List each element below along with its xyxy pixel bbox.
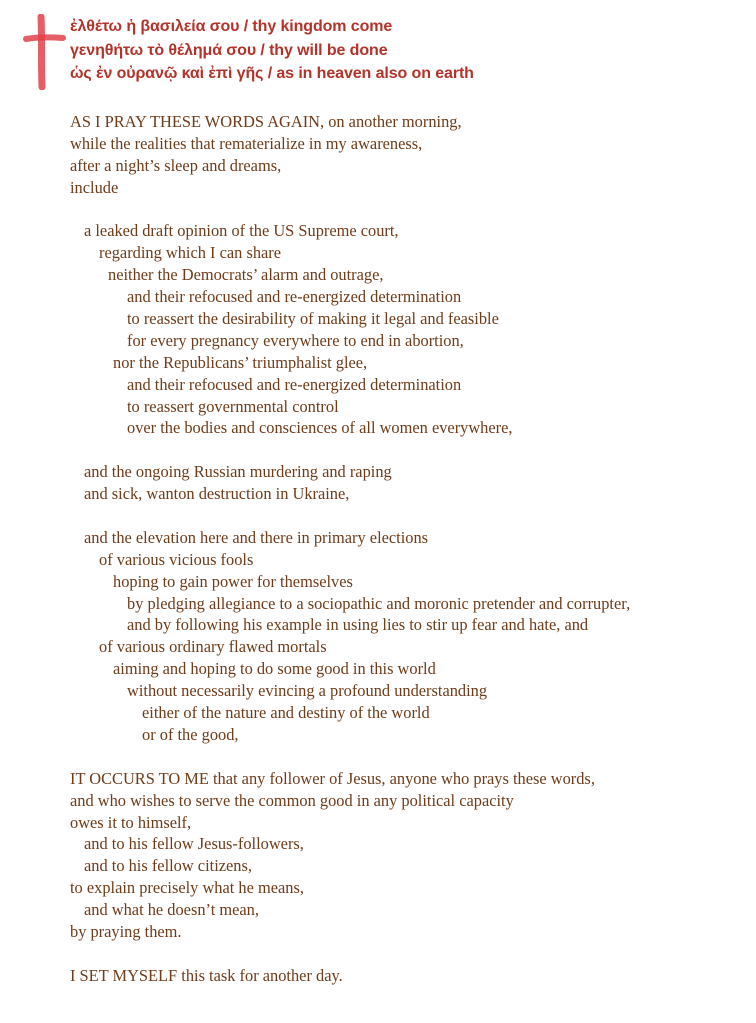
poem-body bbox=[70, 111, 756, 987]
poem-line: to explain precisely what he means, bbox=[70, 878, 304, 898]
poem-line: and to his fellow Jesus-followers, bbox=[84, 834, 304, 854]
cross-icon bbox=[22, 14, 66, 90]
poem-line: by praying them. bbox=[70, 921, 182, 941]
stanza-lead: I SET MYSELF bbox=[70, 965, 178, 985]
header-line-2: γενηθήτω τὸ θέλημά σου / thy will be done bbox=[70, 41, 388, 59]
poem-line: include bbox=[70, 177, 119, 197]
poem-line: and who wishes to serve the common good in any political capacity bbox=[70, 790, 514, 810]
poem-text: this task for another day. bbox=[177, 965, 343, 985]
stanza-gap bbox=[70, 505, 756, 527]
poem-line: and their refocused and re-energized determination bbox=[127, 287, 462, 307]
poem-line: a leaked draft opinion of the US Supreme court, bbox=[84, 221, 399, 241]
poem-line: regarding which I can share bbox=[99, 243, 282, 263]
poem-line: neither the Democrats’ alarm and outrage, bbox=[108, 265, 384, 285]
poem-line: hoping to gain power for themselves bbox=[113, 571, 353, 591]
poem-line: while the realities that rematerialize in my awareness, bbox=[70, 133, 423, 153]
poem-text: , on another morning, bbox=[320, 112, 462, 131]
poem-line: and by following his example in using lies to stir up fear and hate, and bbox=[127, 615, 589, 635]
stanza-lead: AS I PRAY THESE WORDS AGAIN bbox=[70, 112, 320, 131]
poem-line bbox=[70, 111, 756, 133]
stanza-gap bbox=[70, 199, 756, 221]
stanza-lead: IT OCCURS TO ME bbox=[70, 768, 209, 788]
header-line-1: ἐλθέτω ἡ βασιλεία σου / thy kingdom come bbox=[70, 18, 393, 35]
poem-line: and to his fellow citizens, bbox=[84, 856, 252, 876]
poem-line: and the elevation here and there in primary elections bbox=[84, 527, 429, 547]
poem-line bbox=[70, 768, 756, 790]
poem-line: or of the good, bbox=[142, 724, 239, 744]
poem-line: and sick, wanton destruction in Ukraine, bbox=[84, 484, 350, 504]
poem-line: over the bodies and consciences of all women everywhere, bbox=[127, 418, 513, 438]
poem-line: without necessarily evincing a profound understanding bbox=[127, 681, 488, 701]
poem-line: and what he doesn’t mean, bbox=[84, 900, 259, 920]
stanza-gap bbox=[70, 943, 756, 965]
poem-line bbox=[70, 965, 756, 987]
poem-line: of various vicious fools bbox=[99, 549, 254, 569]
poem-line: to reassert governmental control bbox=[127, 396, 339, 416]
header-line-3: ὡς ἐν οὐρανῷ καὶ ἐπὶ γῆς / as in heaven also on earth bbox=[70, 65, 474, 82]
scripture-header bbox=[70, 15, 474, 86]
poem-line: by pledging allegiance to a sociopathic and moronic pretender and corrupter, bbox=[127, 593, 631, 613]
poem-line: owes it to himself, bbox=[70, 812, 192, 832]
poem-text: that any follower of Jesus, anyone who prays these words, bbox=[208, 768, 595, 788]
poem-line: and the ongoing Russian murdering and raping bbox=[84, 462, 392, 482]
poem-line: nor the Republicans’ triumphalist glee, bbox=[113, 352, 368, 372]
poem-line: and their refocused and re-energized determination bbox=[127, 374, 462, 394]
poem-line: aiming and hoping to do some good in this world bbox=[113, 659, 436, 679]
stanza-gap bbox=[70, 439, 756, 461]
poem-line: after a night’s sleep and dreams, bbox=[70, 155, 282, 175]
poem-line: either of the nature and destiny of the world bbox=[142, 703, 430, 723]
poem-line: for every pregnancy everywhere to end in abortion, bbox=[127, 330, 464, 350]
stanza-gap bbox=[70, 746, 756, 768]
poem-line: to reassert the desirability of making it legal and feasible bbox=[127, 309, 499, 329]
poem-line: of various ordinary flawed mortals bbox=[99, 637, 327, 657]
